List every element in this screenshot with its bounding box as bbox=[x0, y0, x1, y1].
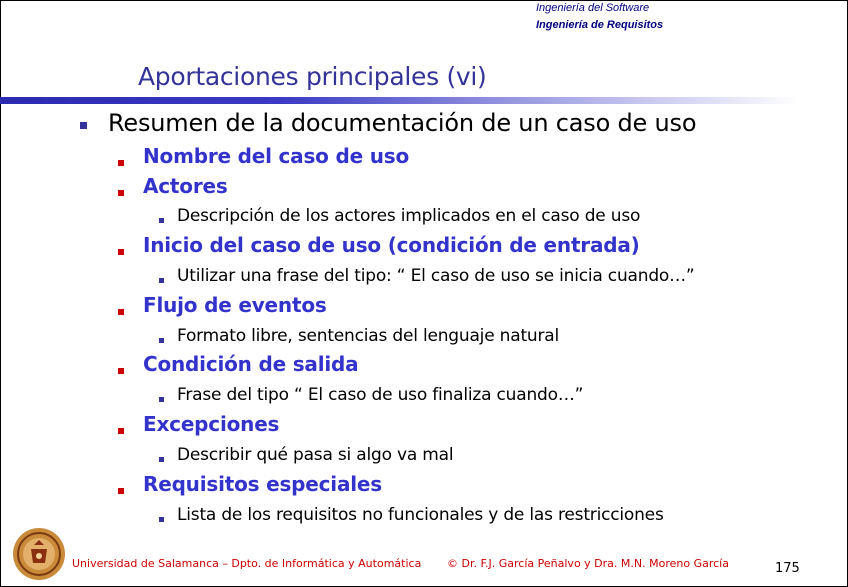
header-course: Ingeniería del Software bbox=[536, 2, 650, 14]
main-point: Resumen de la documentación de un caso de uso bbox=[108, 109, 697, 137]
footer-institution: Universidad de Salamanca – Dpto. de Informática y Automática bbox=[72, 557, 422, 570]
footer-authors: © Dr. F.J. García Peñalvo y Dra. M.N. Moreno García bbox=[447, 557, 729, 570]
item-sub: Descripción de los actores implicados en el caso de uso bbox=[177, 206, 641, 226]
item-sub: Frase del tipo “ El caso de uso finaliza cuando…” bbox=[177, 385, 584, 405]
item-label: Excepciones bbox=[143, 412, 280, 436]
slide-title: Aportaciones principales (vi) bbox=[138, 62, 487, 91]
bullet-level2-icon bbox=[118, 249, 124, 255]
bullet-level2-icon bbox=[118, 160, 124, 166]
item-label: Actores bbox=[143, 174, 228, 198]
bullet-level3-icon bbox=[159, 278, 164, 283]
header-subject: Ingeniería de Requisitos bbox=[536, 19, 664, 31]
bullet-level2-icon bbox=[118, 488, 124, 494]
item-sub: Formato libre, sentencias del lenguaje natural bbox=[177, 326, 560, 346]
bullet-level3-icon bbox=[159, 517, 164, 522]
page-number: 175 bbox=[775, 561, 800, 576]
item-label: Inicio del caso de uso (condición de entrada) bbox=[143, 233, 640, 257]
bullet-level1-icon bbox=[80, 122, 87, 129]
item-label: Requisitos especiales bbox=[143, 472, 382, 496]
item-label: Nombre del caso de uso bbox=[143, 144, 410, 168]
bullet-level2-icon bbox=[118, 190, 124, 196]
item-sub: Describir qué pasa si algo va mal bbox=[177, 445, 454, 465]
bullet-level2-icon bbox=[118, 368, 124, 374]
bullet-level2-icon bbox=[118, 309, 124, 315]
item-label: Flujo de eventos bbox=[143, 293, 327, 317]
bullet-level3-icon bbox=[159, 218, 164, 223]
bullet-level3-icon bbox=[159, 397, 164, 402]
title-underline-bar bbox=[0, 97, 800, 104]
bullet-level3-icon bbox=[159, 457, 164, 462]
bullet-level2-icon bbox=[118, 428, 124, 434]
bullet-level3-icon bbox=[159, 338, 164, 343]
item-sub: Lista de los requisitos no funcionales y de las restricciones bbox=[177, 505, 664, 525]
item-label: Condición de salida bbox=[143, 352, 359, 376]
item-sub: Utilizar una frase del tipo: “ El caso de uso se inicia cuando…” bbox=[177, 266, 695, 286]
university-seal-icon bbox=[12, 527, 66, 581]
